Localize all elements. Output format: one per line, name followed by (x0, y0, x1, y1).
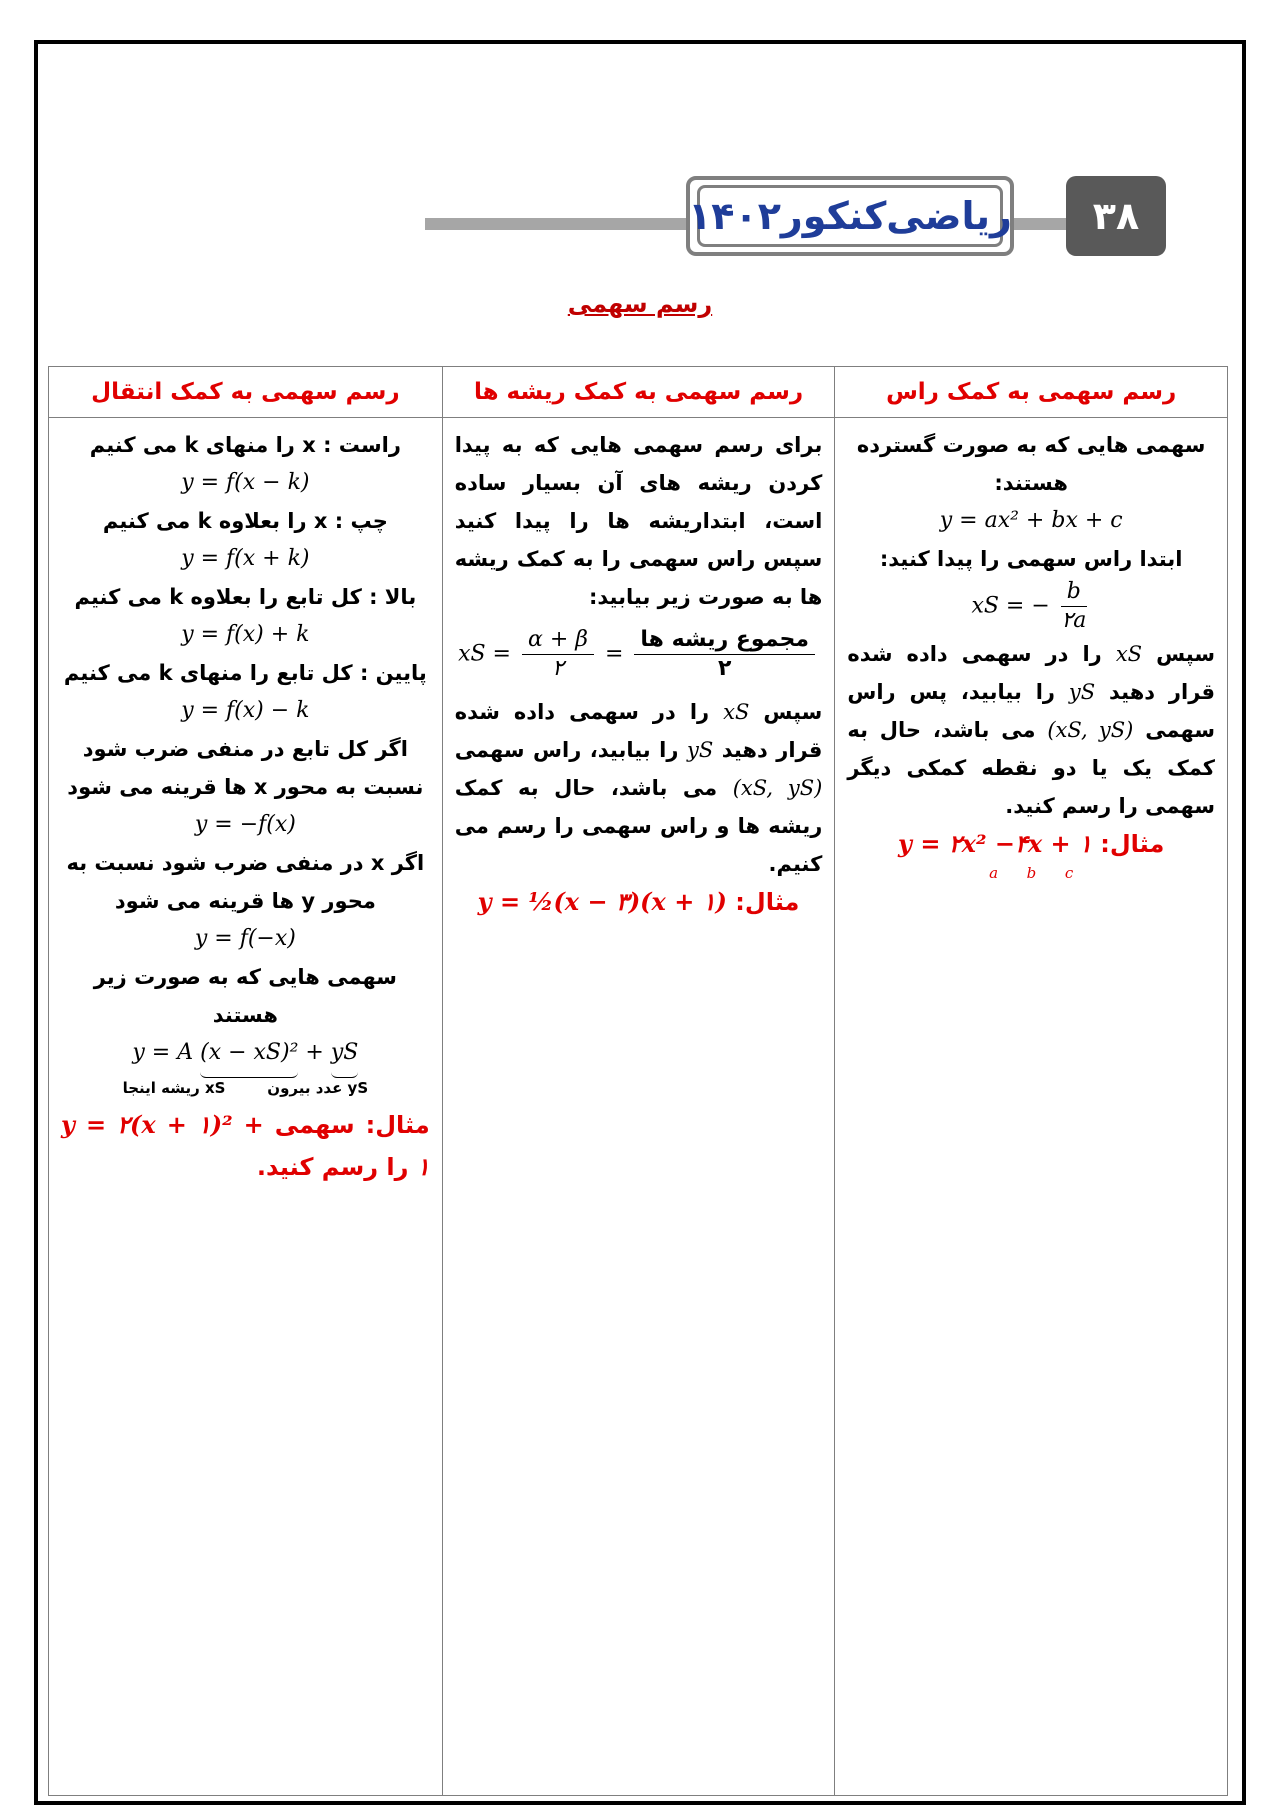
shift-example-equation: y = ۲(x + ۱)² + ۱ (61, 1110, 430, 1181)
vertex-x-num: b (1061, 578, 1087, 607)
book-title-box (686, 176, 1014, 256)
coeff-c-label: c (1064, 864, 1074, 882)
roots-frac2-den: ۲ (717, 656, 732, 681)
coeff-b-label: b (1026, 864, 1037, 882)
column-body-vertex (835, 418, 1227, 891)
vertex-example-label: مثال: (1100, 830, 1165, 858)
roots-frac1-num: α + β (522, 626, 594, 655)
vertex-form-plus: + (305, 1040, 324, 1065)
shift-left-rule: چپ : x را بعلاوه k می کنیم (102, 509, 388, 533)
roots-example-label: مثال: (735, 888, 800, 916)
reflect-y-eq: y = f(−x) (194, 926, 296, 951)
roots-step2-point: (xS, yS) (732, 776, 823, 800)
shift-left-eq: y = f(x + k) (181, 546, 310, 571)
roots-fraction-greek (522, 626, 594, 683)
reflect-y-rule: اگر x در منفی ضرب شود نسبت به محور y ها قرینه می شود (66, 851, 425, 913)
shift-down-eq: y = f(x) − k (181, 698, 310, 723)
vertex-form-intro: سهمی هایی که به صورت زیر هستند (93, 965, 397, 1027)
roots-step2-d: می باشد، حال به کمک ریشه ها و راس سهمی را رسم می کنیم. (454, 776, 823, 876)
roots-step2-ys: yS (686, 738, 714, 762)
vertex-example (847, 825, 1215, 883)
vertex-form-a: y = A (132, 1040, 194, 1065)
column-shift (49, 367, 442, 1795)
roots-frac1-den: ۲ (552, 656, 564, 681)
roots-fraction-words (634, 626, 815, 683)
vertex-step1: ابتدا راس سهمی را پیدا کنید: (879, 547, 1183, 571)
shift-right-eq: y = f(x − k) (181, 470, 310, 495)
column-heading-shift: رسم سهمی به کمک انتقال (49, 367, 442, 418)
column-vertex (834, 367, 1227, 1795)
shift-example-text: سهمی (274, 1111, 355, 1139)
vertex-step2 (847, 635, 1215, 825)
vertex-form-ys-text: yS (330, 1040, 359, 1065)
column-heading-vertex: رسم سهمی به کمک راس (835, 367, 1227, 418)
roots-vertex-formula: xS = $\frac{\alpha + \beta}{۲}$ = $\frac{\text{مجموع ریشه ها}}{۲}$ (455, 626, 823, 683)
vertex-step2-d: می باشد، حال به کمک یک یا دو نقطه کمکی دیگر سهمی را رسم کنید. (847, 718, 1215, 818)
vertex-form-square (200, 1034, 298, 1078)
header-rule-right (1010, 218, 1070, 230)
vertex-form-label-xs: xS ریشه اینجا (122, 1079, 226, 1097)
shift-example (61, 1104, 430, 1188)
vertex-example-equation: y = ۲x² −۴x + ۱ (898, 829, 1092, 858)
column-body-shift (49, 418, 442, 1196)
vertex-x-lhs: xS = − (971, 593, 1050, 619)
roots-step2-b: را در سهمی داده شده قرار دهید (454, 700, 823, 762)
coeff-a-label: a (989, 864, 999, 882)
vertex-x-fraction (1061, 578, 1087, 635)
roots-step2-c: را بیابید، راس سهمی (454, 738, 679, 762)
roots-frac2-num: مجموع ریشه ها (634, 626, 815, 655)
shift-up-rule: بالا : کل تابع را بعلاوه k می کنیم (74, 585, 417, 609)
vertex-x-den: ۲a (1061, 608, 1087, 633)
column-heading-roots: رسم سهمی به کمک ریشه ها (443, 367, 835, 418)
vertex-x-formula (847, 578, 1215, 635)
reflect-x-rule: اگر کل تابع در منفی ضرب شود نسبت به محور x ها قرینه می شود (67, 737, 424, 799)
roots-intro: برای رسم سهمی هایی که به پیدا کردن ریشه های آن بسیار ساده است، ابتداریشه ها را پیدا کنید سپس راس سهمی را به کمک ریشه ها به صورت زیر بیابید: (454, 433, 823, 609)
column-body-roots (443, 418, 835, 929)
content-table (48, 366, 1228, 1796)
vertex-form-square-text: (x − xS)² (200, 1040, 299, 1065)
vertex-form-ys (331, 1034, 359, 1078)
vertex-step2-xs: xS (1115, 642, 1143, 666)
vertex-step2-ys: yS (1068, 680, 1096, 704)
vertex-step2-c: را بیابید، پس راس سهمی (847, 680, 1216, 742)
vertex-step2-a: سپس (1156, 642, 1215, 666)
shift-example-label: مثال: (365, 1111, 430, 1139)
column-roots (442, 367, 835, 1795)
vertex-form-label-ys: yS عدد بیرون (267, 1079, 369, 1097)
roots-example-equation: y = ½(x − ۳)(x + ۱) (477, 887, 727, 916)
shift-right-rule: راست : x را منهای k می کنیم (89, 433, 401, 457)
section-title: رسم سهمی (567, 290, 713, 318)
shift-example-tail: را رسم کنید. (256, 1153, 409, 1181)
vertex-form-eq (61, 1034, 430, 1078)
book-title: ریاضی‌کنکور۱۴۰۲ (697, 185, 1003, 247)
vertex-step2-point: (xS, yS) (1047, 718, 1134, 742)
shift-down-rule: پایین : کل تابع را منهای k می کنیم (63, 661, 427, 685)
vertex-step2-b: را در سهمی داده شده قرار دهید (847, 642, 1216, 704)
general-form-equation: y = ax² + bx + c (939, 508, 1123, 533)
shift-up-eq: y = f(x) + k (181, 622, 310, 647)
vertex-intro: سهمی هایی که به صورت گسترده هستند: (856, 433, 1206, 495)
roots-example (455, 883, 823, 921)
roots-step2 (455, 693, 823, 883)
header-rule-left (425, 218, 690, 230)
reflect-x-eq: y = −f(x) (194, 812, 296, 837)
vertex-form-labels (61, 1078, 430, 1098)
roots-xs-lhs: xS = (458, 641, 511, 667)
roots-step2-a: سپس (763, 700, 823, 724)
page-number: ۳۸ (1066, 176, 1166, 256)
vertex-example-coeff-labels (847, 863, 1215, 883)
roots-step2-xs: xS (723, 700, 750, 724)
